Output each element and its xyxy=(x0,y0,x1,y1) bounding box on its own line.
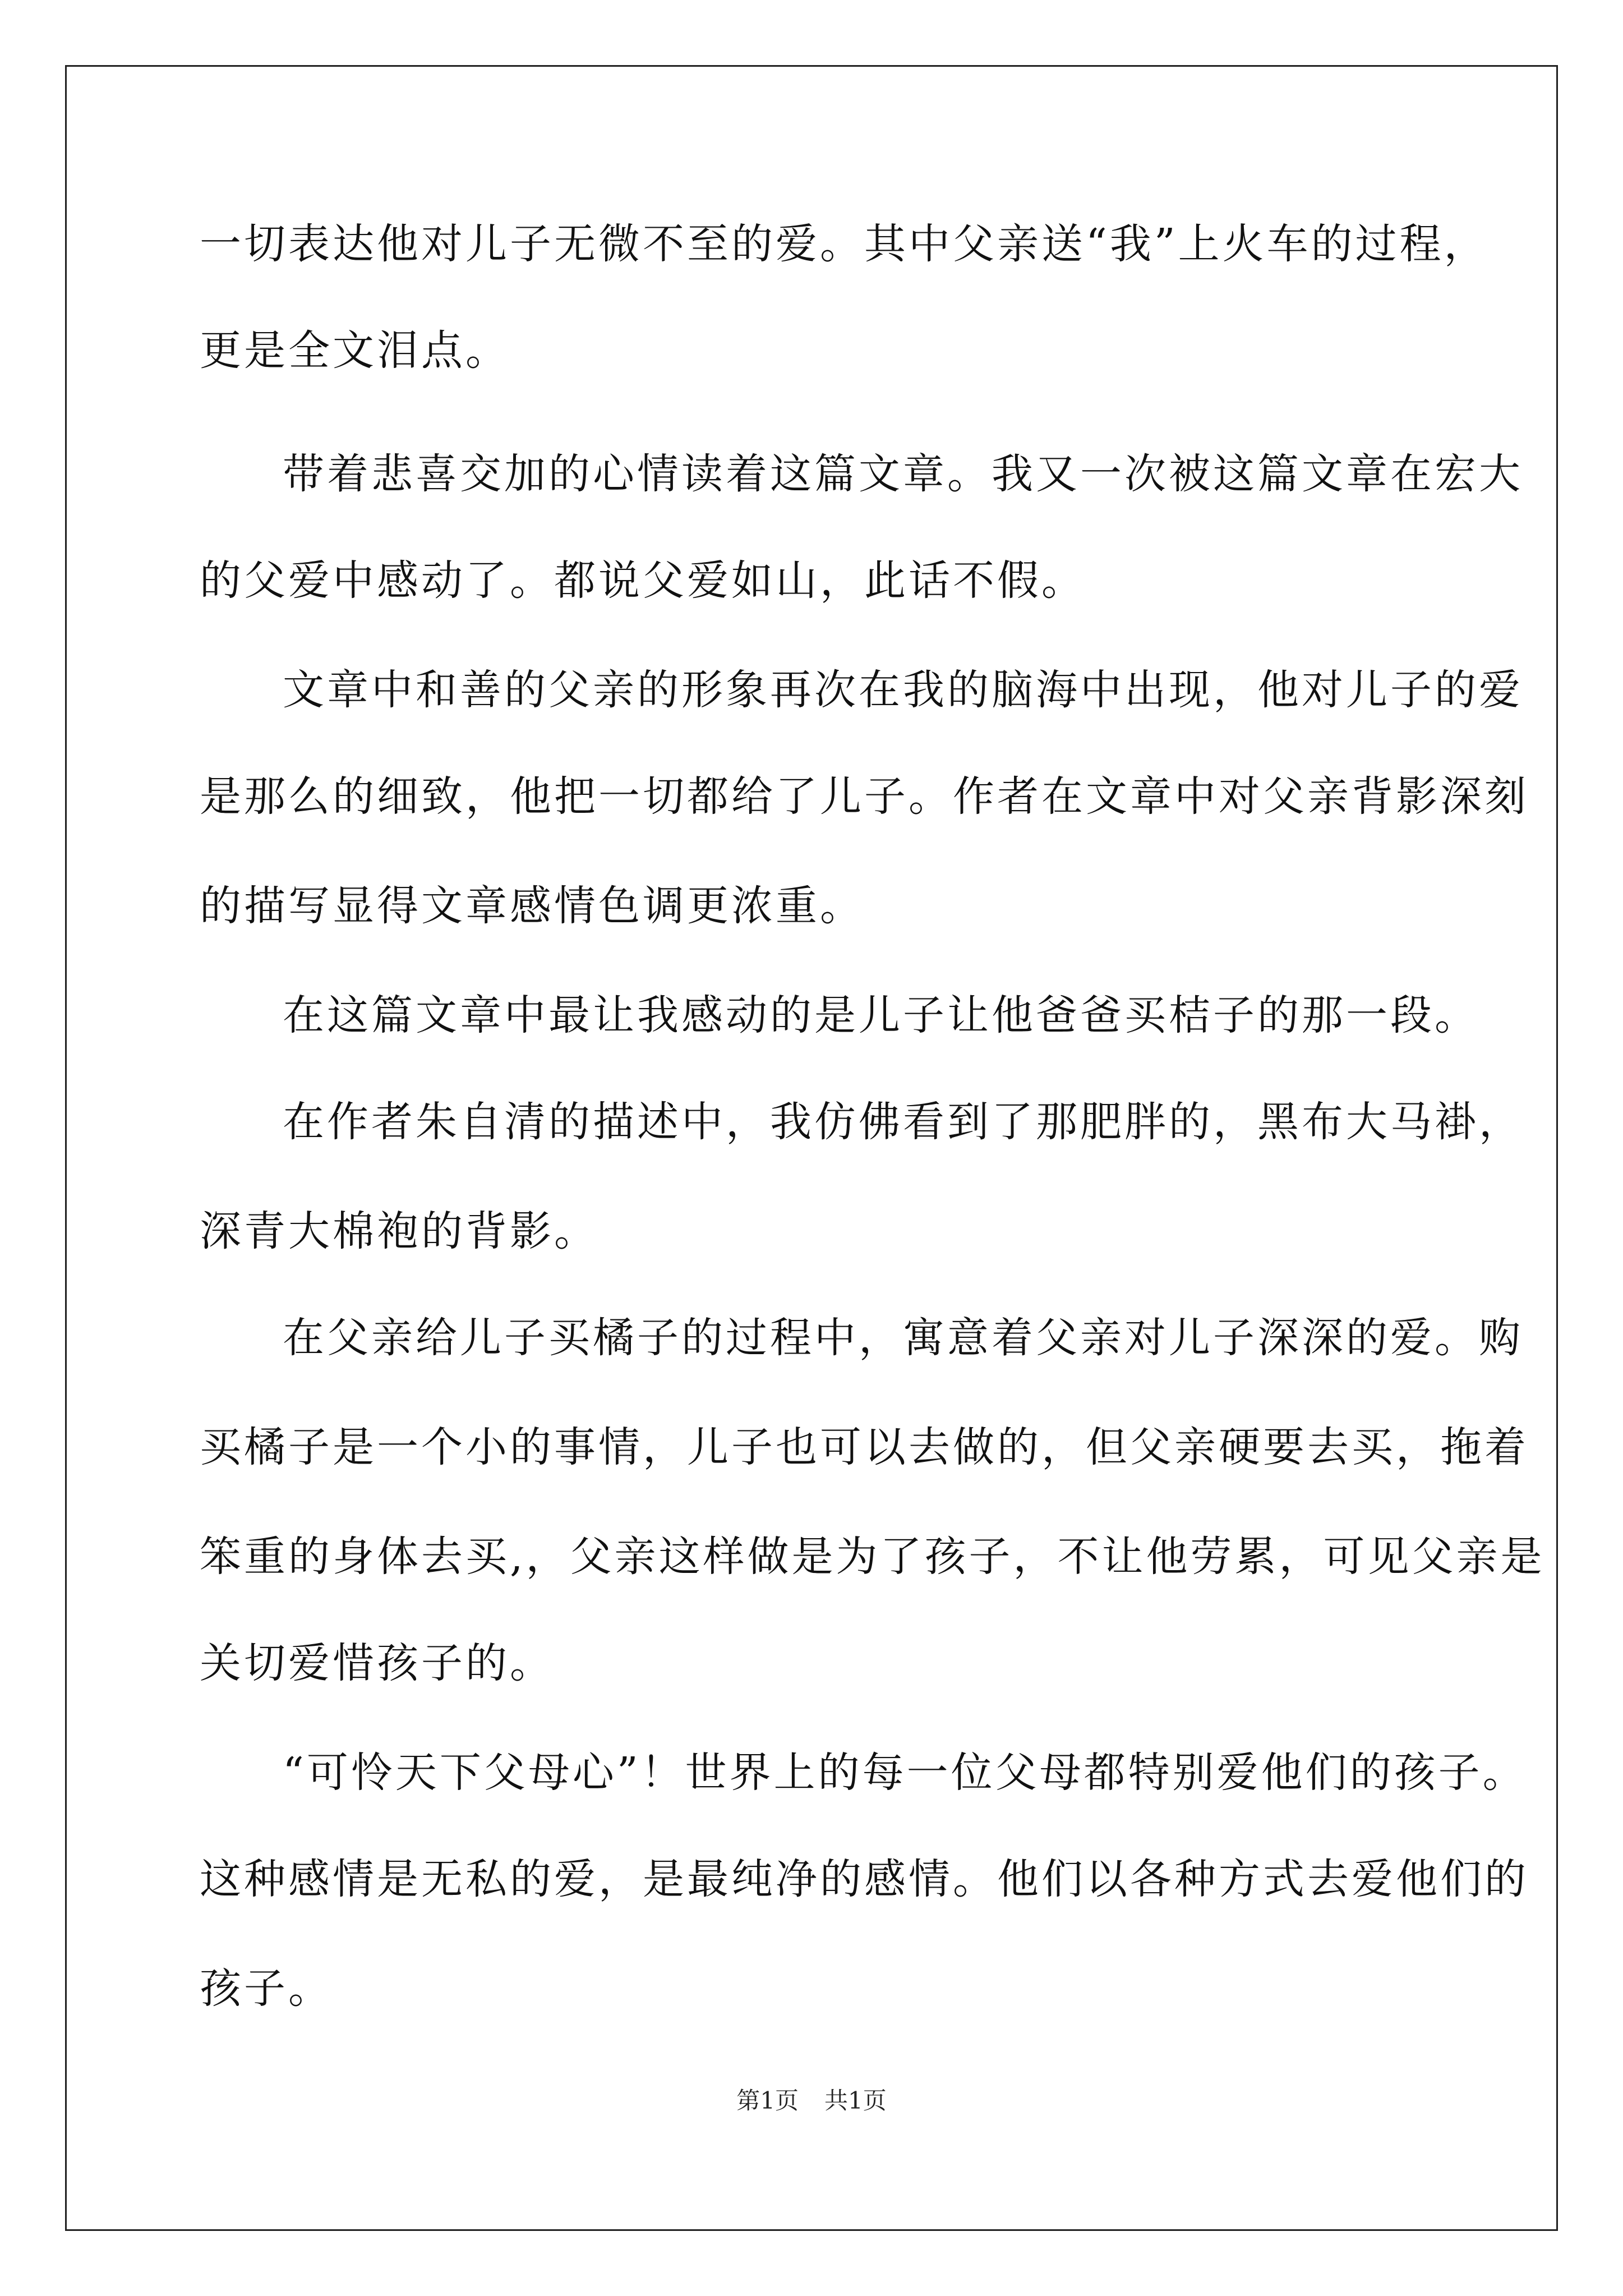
text-line: “可怜天下父母心”！世界上的每一位父母都特别爱他们的孩子。 xyxy=(283,1749,1527,1797)
page-total: 共1页 xyxy=(824,2087,887,2114)
text-line: 在作者朱自清的描述中，我仿佛看到了那肥胖的，黑布大马褂， xyxy=(283,1098,1523,1146)
text-line: 文章中和善的父亲的形象再次在我的脑海中出现，他对儿子的爱 xyxy=(283,666,1523,714)
text-line: 更是全文泪点。 xyxy=(200,326,510,375)
text-line: 的父爱中感动了。都说父爱如山，此话不假。 xyxy=(200,556,1086,605)
text-line: 这种感情是无私的爱，是最纯净的感情。他们以各种方式去爱他们的 xyxy=(200,1855,1529,1903)
text-line: 是那么的细致，他把一切都给了儿子。作者在文章中对父亲背影深刻 xyxy=(200,772,1529,821)
text-line: 带着悲喜交加的心情读着这篇文章。我又一次被这篇文章在宏大 xyxy=(283,450,1523,498)
text-line: 笨重的身体去买,，父亲这样做是为了孩子，不让他劳累，可见父亲是 xyxy=(200,1533,1545,1581)
text-line: 在父亲给儿子买橘子的过程中，寓意着父亲对儿子深深的爱。购 xyxy=(283,1314,1523,1362)
text-line: 关切爱惜孩子的。 xyxy=(200,1639,554,1687)
text-line: 孩子。 xyxy=(200,1964,333,2013)
page-footer xyxy=(0,2082,1623,2116)
text-line: 在这篇文章中最让我感动的是儿子让他爸爸买桔子的那一段。 xyxy=(283,991,1479,1039)
text-line: 买橘子是一个小的事情，儿子也可以去做的，但父亲硬要去买，拖着 xyxy=(200,1423,1529,1471)
text-line: 的描写显得文章感情色调更浓重。 xyxy=(200,882,864,930)
text-line: 深青大棉袍的背影。 xyxy=(200,1207,598,1255)
page-number: 第1页 xyxy=(736,2087,799,2114)
text-line: 一切表达他对儿子无微不至的爱。其中父亲送“我”上火车的过程， xyxy=(200,220,1488,268)
